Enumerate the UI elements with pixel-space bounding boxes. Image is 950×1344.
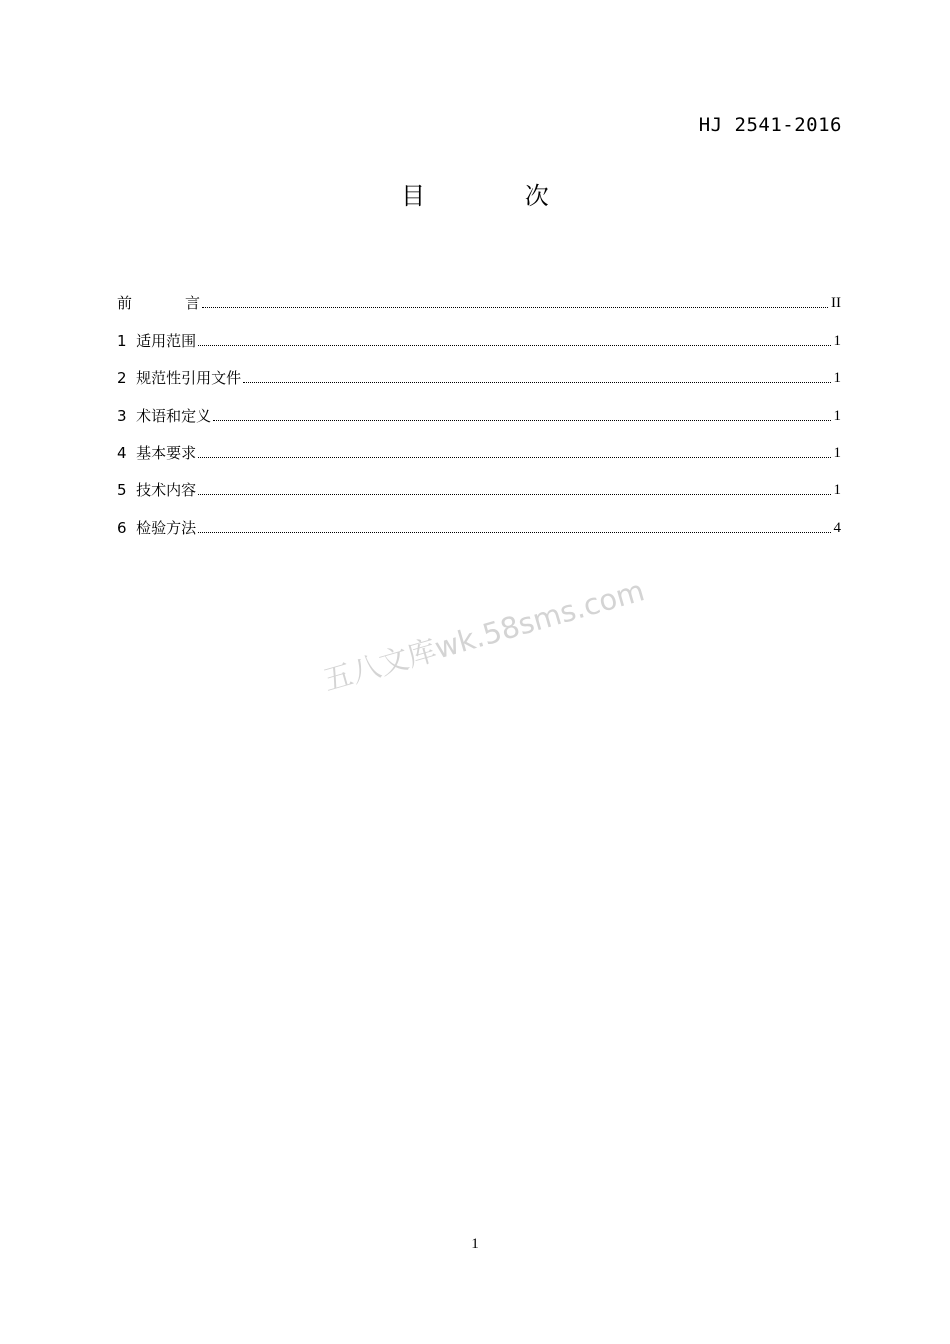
- toc-entry-page: 4: [833, 519, 841, 536]
- dot-leader: [198, 344, 830, 346]
- toc-entry-normative-references[interactable]: [117, 351, 841, 388]
- dot-leader: [213, 419, 830, 421]
- dot-leader: [198, 456, 830, 458]
- dot-leader: [198, 493, 830, 495]
- toc-entry-page: 1: [833, 332, 841, 349]
- watermark: 五八文库wk.58sms.com: [319, 573, 649, 698]
- toc-entry-label: 4 基本要求: [117, 443, 197, 462]
- toc-entry-technical-content[interactable]: [117, 463, 841, 500]
- toc-entry-label: 5 技术内容: [117, 481, 197, 500]
- dot-leader: [198, 531, 830, 533]
- dot-leader: [243, 381, 830, 383]
- toc-list: [117, 276, 841, 538]
- toc-entry-page: 1: [833, 444, 841, 461]
- dot-leader: [202, 306, 828, 308]
- toc-entry-label: 前 言: [117, 294, 201, 313]
- toc-entry-page: 1: [833, 407, 841, 424]
- toc-entry-test-methods[interactable]: [117, 500, 841, 537]
- toc-entry-page: II: [831, 295, 841, 312]
- toc-entry-label: 6 检验方法: [117, 518, 197, 537]
- toc-entry-foreword[interactable]: [117, 276, 841, 313]
- page-number: 1: [471, 1236, 479, 1252]
- toc-entry-label: 1 适用范围: [117, 331, 197, 350]
- toc-entry-basic-requirements[interactable]: [117, 426, 841, 463]
- toc-entry-page: 1: [833, 370, 841, 387]
- toc-entry-terms-definitions[interactable]: [117, 388, 841, 425]
- toc-entry-page: 1: [833, 482, 841, 499]
- toc-title: 目 次: [401, 182, 595, 210]
- toc-entry-label: 2 规范性引用文件: [117, 369, 242, 388]
- toc-entry-scope[interactable]: [117, 313, 841, 350]
- toc-entry-label: 3 术语和定义: [117, 406, 212, 425]
- standard-code: HJ 2541-2016: [698, 114, 842, 136]
